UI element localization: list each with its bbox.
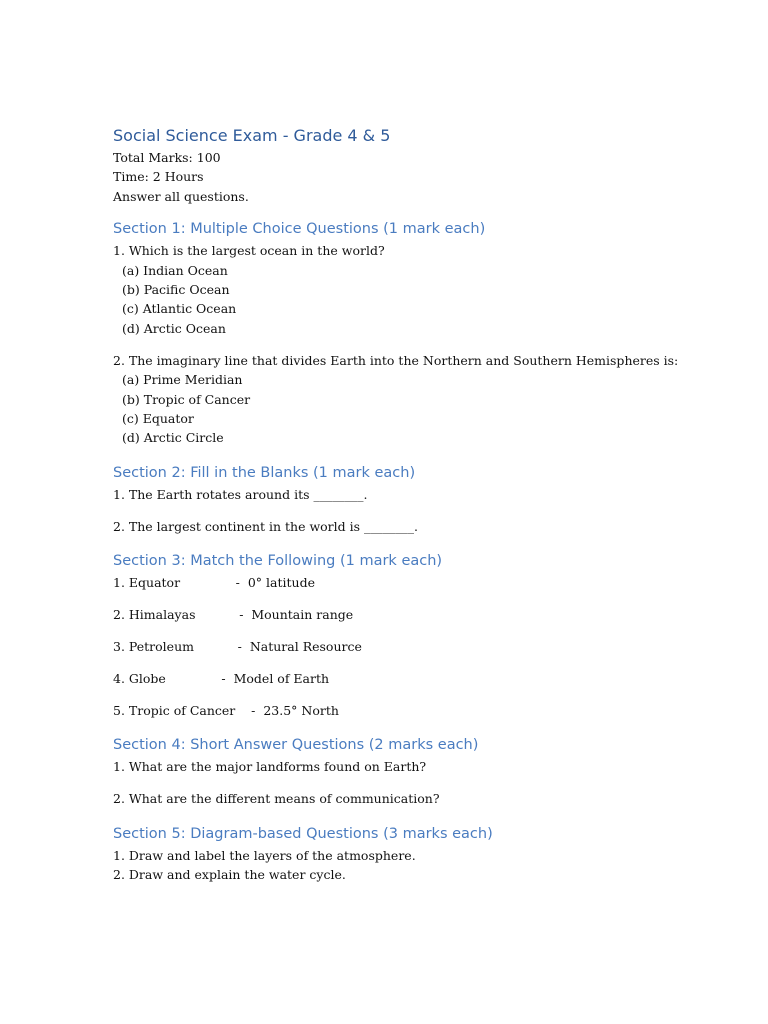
section-3-heading: Section 3: Match the Following (1 mark each)	[113, 553, 443, 570]
section-1-question-1	[113, 241, 713, 338]
answer-option: (d) Arctic Ocean	[122, 320, 226, 336]
match-item: 3. Petroleum - Natural Resource	[113, 639, 362, 655]
answer-option: (b) Tropic of Cancer	[122, 391, 251, 407]
short-answer-item: 1. What are the major landforms found on Earth?	[113, 759, 427, 775]
question-text: 2. The imaginary line that divides Earth into the Northern and Southern Hemispheres is:	[113, 352, 679, 368]
answer-option: (a) Prime Meridian	[122, 372, 243, 388]
answer-option: (a) Indian Ocean	[122, 262, 228, 278]
answer-option: (c) Equator	[122, 410, 194, 426]
total-marks: Total Marks: 100	[113, 150, 221, 165]
match-item: 2. Himalayas - Mountain range	[113, 607, 354, 623]
exam-document	[113, 125, 713, 885]
match-item: 1. Equator - 0° latitude	[113, 575, 315, 591]
diagram-item: 1. Draw and label the layers of the atmosphere.	[113, 847, 416, 863]
section-1-question-2	[113, 351, 713, 448]
document-title: Social Science Exam - Grade 4 & 5	[113, 126, 391, 145]
diagram-item: 2. Draw and explain the water cycle.	[113, 867, 346, 883]
section-5-heading: Section 5: Diagram-based Questions (3 marks each)	[113, 825, 493, 842]
fill-blank-item: 1. The Earth rotates around its ________.	[113, 486, 368, 502]
section-4-heading: Section 4: Short Answer Questions (2 marks each)	[113, 737, 479, 754]
fill-blank-item: 2. The largest continent in the world is ________.	[113, 518, 418, 534]
question-text: 1. Which is the largest ocean in the world?	[113, 243, 385, 259]
answer-option: (d) Arctic Circle	[122, 430, 224, 446]
answer-option: (c) Atlantic Ocean	[122, 301, 237, 317]
exam-time: Time: 2 Hours	[113, 169, 204, 185]
instructions: Answer all questions.	[113, 188, 249, 204]
short-answer-item: 2. What are the different means of communication?	[113, 791, 440, 807]
section-2-heading: Section 2: Fill in the Blanks (1 mark each)	[113, 464, 416, 481]
match-item: 5. Tropic of Cancer - 23.5° North	[113, 702, 339, 718]
section-1-heading: Section 1: Multiple Choice Questions (1 mark each)	[113, 221, 486, 238]
answer-option: (b) Pacific Ocean	[122, 281, 230, 297]
match-item: 4. Globe - Model of Earth	[113, 671, 330, 686]
